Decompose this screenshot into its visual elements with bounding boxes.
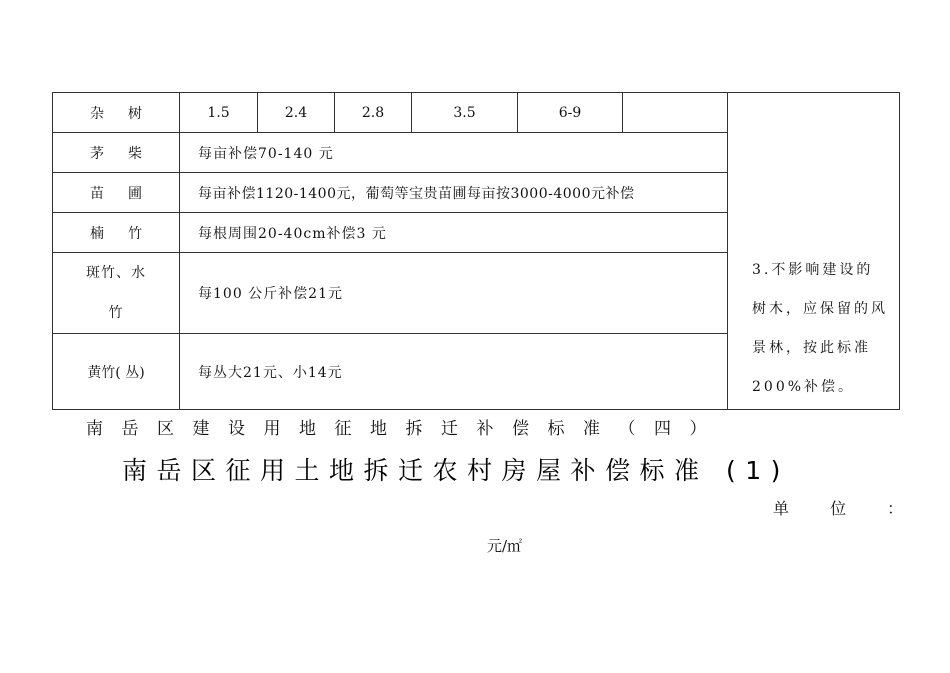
category-cell: 黄竹( 丛) [53, 334, 180, 410]
table-row-zashu [53, 93, 900, 133]
unit-value: 元/㎡ [487, 537, 523, 555]
category-line: 竹 [108, 305, 124, 321]
category-char: 杂 [90, 105, 104, 122]
description-cell: 每亩补偿70-140 元 [180, 133, 728, 173]
category-cell [53, 173, 180, 213]
category-char: 楠 [90, 225, 104, 242]
category-char: 苗 [90, 185, 104, 202]
category-cell [53, 253, 180, 334]
value-cell: 2.4 [258, 93, 335, 133]
category-char: 竹 [128, 225, 142, 242]
category-line: 斑竹、水 [86, 265, 146, 281]
value-cell: 3.5 [412, 93, 518, 133]
category-char: 圃 [128, 185, 142, 202]
note-cell [728, 93, 900, 410]
value-cell: 1.5 [180, 93, 258, 133]
category-char: 茅 [90, 145, 104, 162]
description-cell: 每丛大21元、小14元 [180, 334, 728, 410]
description-cell: 每亩补偿1120-1400元，葡萄等宝贵苗圃每亩按3000-4000元补偿 [180, 173, 728, 213]
section-subtitle: 南岳区建设用地征地拆迁补偿标准（四） [86, 419, 725, 439]
category-cell [53, 133, 180, 173]
compensation-table [52, 92, 900, 410]
value-cell [623, 93, 728, 133]
description-cell: 每100 公斤补偿21元 [180, 253, 728, 334]
description-cell: 每根周围20-40cm补偿3 元 [180, 213, 728, 253]
category-char: 树 [128, 105, 142, 122]
note-text: 3.不影响建设的树木，应保留的风景林，按此标准200%补偿。 [752, 262, 888, 395]
unit-label: 单 位 ： [773, 499, 922, 518]
category-cell [53, 213, 180, 253]
category-char: 柴 [128, 145, 142, 162]
value-cell: 2.8 [335, 93, 412, 133]
category-cell [53, 93, 180, 133]
page-title: 南岳区征用土地拆迁农村房屋补偿标准 (1) [122, 456, 790, 485]
value-cell: 6-9 [518, 93, 623, 133]
